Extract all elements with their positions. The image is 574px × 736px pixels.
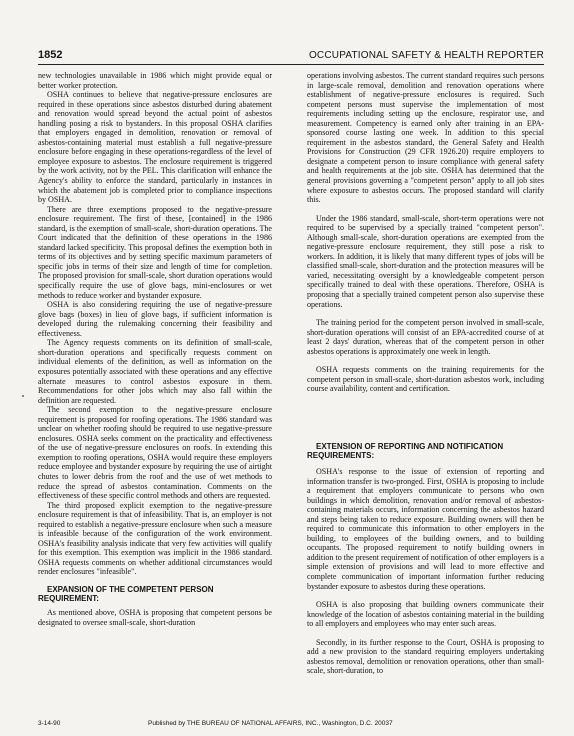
paragraph: new technologies unavailable in 1986 which might provide equal or better worker protection. xyxy=(38,71,272,90)
paragraph: Secondly, in its further response to the Court, OSHA is proposing to add a new provision to the standard requiring employers undertaking asbestos removal, demolition or renovation operations, other than small-scale, short-duration, to xyxy=(307,637,544,676)
paragraph: OSHA is also considering requiring the use of negative-pressure glove bags (boxes) in lieu of glove bags, if sufficient information is developed during the rulemaking concerning their feasibility and effectiveness. xyxy=(38,300,272,338)
paragraph: The third proposed explicit exemption to the negative-pressure enclosure requirement is that of infeasibility. That is, an employer is not required to establish a negative-pressure enclosure when such a measure is infeasible because of the configuration of the work environment. OSHA's feasibility analysis indicate that very few activities will qualify for this exemption. This exemption was implicit in the 1986 standard. OSHA requests comments on whether additional circumstances would render enclosures "infeasible". xyxy=(38,500,272,577)
paragraph: operations involving asbestos. The current standard requires such persons in large-scale removal, demolition and renovation operations where establishment of negative-pressure enclosures is required. Such competent persons must supervise the implementation of most requirements including setting up the enclosure, respirator use, and measurement. Competency is earned only after training in an EPA-sponsored course lasting one week. In addition to this special requirement in the asbestos standard, the General Safety and Health Provisions for Construction (29 CFR 1926.20) require employers to designate a competent person to insure compliance with general safety and health requirements at the job site. OSHA has determined that the general provisions governing a "competent person" apply to all job sites where exposure to asbestos occurs. The proposed standard will clarify this. xyxy=(307,71,544,205)
paragraph: There are three exemptions proposed to the negative-pressure enclosure requirement. The first of these, [contained] in the 1986 standard, is the exemption of small-scale, short-duration operations. The Court indicated that the definition of these operations in the 1986 standard lacked specificity. This proposal defines the exemption both in terms of its objectives and by setting specific maximum parameters of specific jobs in terms of their size and length of time for completion. The proposed provision for small-scale, short duration operations would specifically require the use of glove bags, mini-enclosures or wet methods to reduce worker and bystander exposure. xyxy=(38,204,272,300)
issue-date: 3-14-90 xyxy=(38,720,61,727)
paragraph: OSHA is also proposing that building owners communicate their knowledge of the location of asbestos containing material in the building to all employers and employees who may enter such areas. xyxy=(307,600,544,629)
section-heading: EXPANSION OF THE COMPETENT PERSON REQUIREMENT: xyxy=(38,584,214,604)
left-column xyxy=(38,71,272,627)
paragraph: The second exemption to the negative-pressure enclosure requirement is proposed for roofing operations. The 1986 standard was unclear on whether roofing should be required to use negative-pressure enclosures. OSHA seeks comment on the practicality and effectiveness of the use of negative-pressure enclosures on roofs. In extending this exemption to roofing operations, OSHA would require these employers reduce employee and bystander exposure by requiring the use of airtight chutes to lower debris from the roof and the use of wet methods to reduce the spread of asbestos contamination. Comments on the effectiveness of these specific control methods and others are requested. xyxy=(38,405,272,501)
page-header xyxy=(38,42,544,65)
scan-speck xyxy=(22,395,24,397)
right-column xyxy=(307,71,544,676)
section-heading: EXTENSION OF REPORTING AND NOTIFICATION REQUIREMENTS: xyxy=(307,441,504,461)
paragraph: OSHA continues to believe that negative-pressure enclosures are required in these operations since asbestos disturbed during abatement and renovation would spread beyond the actual point of asbestos handling posing a risk to bystanders. In this proposal OSHA clarifies that employers engaged in demolition, renovation or removal of asbestos-containing material must establish a full negative-pressure enclosure before engaging in these operations-regardless of the level of employee exposure to asbestos. The enclosure requirement is triggered by the work activity, not by the PEL. This clarification will enhance the Agency's ability to enforce the standard, particularly in instances in which the abatement job is completed prior to compliance inspections by OSHA. xyxy=(38,90,272,205)
paragraph: The training period for the competent person involved in small-scale, short-duration operations will consist of an EPA-accredited course of at least 2 days' duration, whereas that of the competent person in other asbestos operations is approximately one week in length. xyxy=(307,318,544,356)
publisher-line: Published by THE BUREAU OF NATIONAL AFFAIRS, INC., Washington, D.C. 20037 xyxy=(148,720,393,727)
paragraph: Under the 1986 standard, small-scale, short-term operations were not required to be supervised by a specially trained "competent person". Although small-scale, short-duration operations are exempted from the negative-pressure enclosure requirement, they still pose a risk to workers. In addition, it is likely that many different types of jobs will be classified small-scale, short-duration and the protection measures will be varied, necessitating oversight by a knowledgeable competent person specifically trained to deal with these operations. Therefore, OSHA is proposing that a specially trained competent person also supervise these operations. xyxy=(307,213,544,309)
running-head: OCCUPATIONAL SAFETY & HEALTH REPORTER xyxy=(308,50,544,61)
page-number: 1852 xyxy=(38,49,63,61)
paragraph: The Agency requests comments on its definition of small-scale, short-duration operations and specifically requests comment on individual elements of the definition, as well as information on the exposures potentially associated with these operations and any effective alternate measures to control asbestos exposure in them. Recommendations for other jobs which may also fall within the definition are requested. xyxy=(38,338,272,405)
paragraph: As mentioned above, OSHA is proposing that competent persons be designated to oversee small-scale, short-duration xyxy=(38,607,272,627)
paragraph: OSHA requests comments on the training requirements for the competent person in small-scale, short-duration asbestos work, including course availability, content and certification. xyxy=(307,365,544,394)
paragraph: OSHA's response to the issue of extension of reporting and information transfer is two-pronged. First, OSHA is proposing to include a requirement that employers communicate to persons who own buildings in which demolition, renovation and/or removal of asbestos-containing materials occurs, information concerning the asbestos hazard and steps being taken to reduce exposure. Building owners will then be required to communicate this information to other employers in the building, to employees of the building owners, and to building occupants. The proposed requirement to notify building owners in addition to the present requirement of notification of other employers is a simple extension of provisions and will lead to more effective and complete communication of important information further reducing bystander exposure to asbestos during these operations. xyxy=(307,466,544,591)
